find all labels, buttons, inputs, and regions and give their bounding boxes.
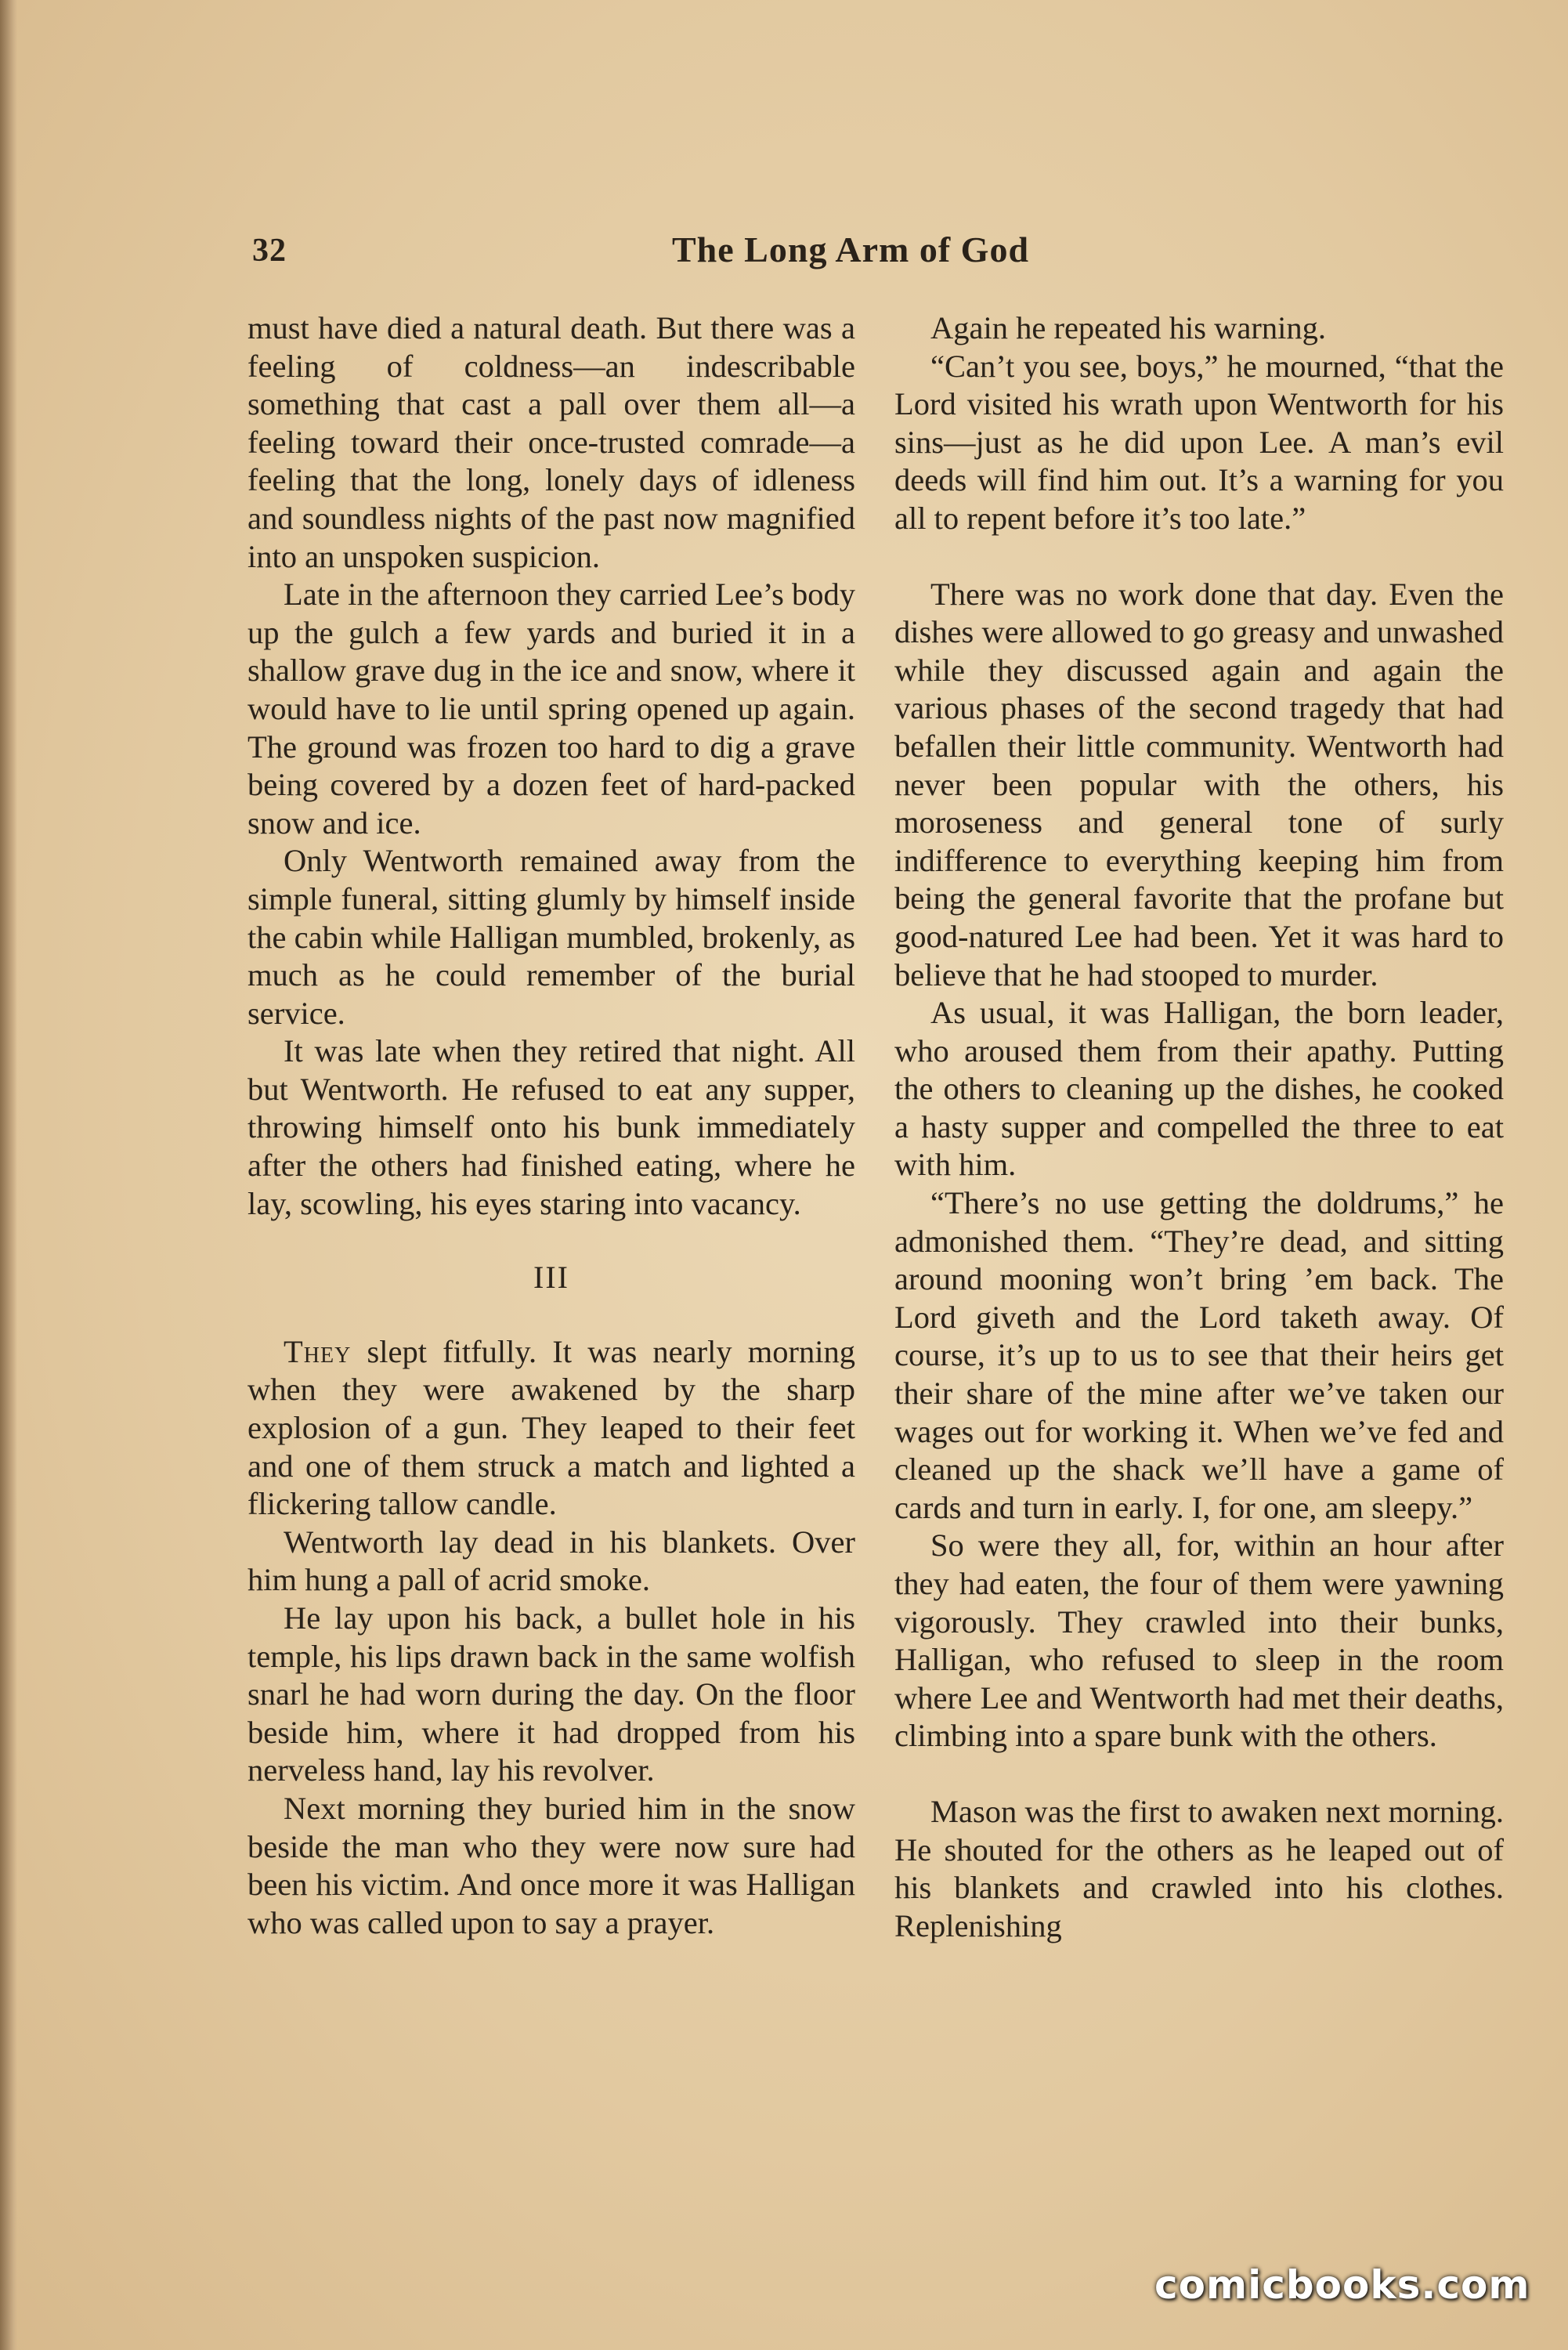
left-column xyxy=(247,309,855,1942)
paragraph: must have died a natural death. But there was a feeling of coldness—an indescribable something that cast a pall over them all—a feeling toward their once-trusted comrade—a feeling that the long, lonely days of idleness and soundless nights of the past now magnified into an unspoken suspicion. xyxy=(247,310,855,574)
lead-word: They xyxy=(284,1333,352,1369)
page-edge-shadow xyxy=(0,0,17,2350)
paragraph: Again he repeated his warning. xyxy=(930,310,1326,345)
paragraph: “There’s no use getting the doldrums,” he admonished them. “They’re dead, and sitting around mooning won’t bring ’em back. The Lord giveth and the Lord taketh away. Of course, it’s up to us to see that their heirs get their share of the mine after we’ve taken our wages out for working it. When we’ve fed and cleaned up the shack we’ll have a game of cards and turn in early. I, for one, am sleepy.” xyxy=(894,1185,1504,1525)
paragraph: Next morning they buried him in the snow beside the man who they were now sure had been his victim. And once more it was Halligan who was called upon to say a prayer. xyxy=(247,1790,855,1940)
running-title: The Long Arm of God xyxy=(672,230,1030,269)
paragraph: There was no work done that day. Even the dishes were allowed to go greasy and unwashed while they discussed again and again the various phases of the second tragedy that had befallen their little community. Wentworth had never been popular with the others, his moroseness and general tone of surly indifference to everything keeping him from being the general favorite that the profane but good-natured Lee had been. Yet it was hard to believe that he had stooped to murder. xyxy=(894,576,1504,992)
paragraph: Only Wentworth remained away from the simple funeral, sitting glumly by himself inside the cabin while Halligan mumbled, brokenly, as much as he could remember of the burial service. xyxy=(247,843,855,1031)
page-number: 32 xyxy=(252,233,287,269)
paragraph: He lay upon his back, a bullet hole in his temple, his lips drawn back in the same wolfish snarl he had worn during the day. On the floor beside him, where it had dropped from his nerveless hand, lay his revolver. xyxy=(247,1600,855,1788)
paragraph: It was late when they retired that night. All but Wentworth. He refused to eat any supper, throwing himself onto his bunk immediately after the others had finished eating, where he lay, scowling, his eyes staring into vacancy. xyxy=(247,1033,855,1221)
section-heading: III xyxy=(533,1260,569,1296)
paragraph: As usual, it was Halligan, the born leader, who aroused them from their apathy. Putting the others to cleaning up the dishes, he cooked a hasty supper and compelled the three to eat with him. xyxy=(894,995,1504,1183)
paragraph: Late in the afternoon they carried Lee’s body up the gulch a few yards and buried it in a shallow grave dug in the ice and snow, where it would have to lie until spring opened up again. The ground was frozen too hard to dig a grave being covered by a dozen feet of hard-packed snow and ice. xyxy=(247,577,855,841)
paragraph-text: slept fitfully. It was nearly morning when they were awakened by the sharp explosion of a gun. They leaped to their feet and one of them struck a match and lighted a flickering tallow candle. xyxy=(247,1333,855,1522)
right-column xyxy=(894,309,1504,1945)
paragraph xyxy=(247,1333,855,1524)
watermark-logo: comicbooks.com xyxy=(1154,2262,1530,2308)
paragraph: So were they all, for, within an hour after they had eaten, the four of them were yawning vigorously. They crawled into their bunks, Halligan, who refused to sleep in the room where Lee and Wentworth had met their deaths, climbing into a spare bunk with the others. xyxy=(894,1528,1504,1754)
paragraph: “Can’t you see, boys,” he mourned, “that the Lord visited his wrath upon Wentworth for his sins—just as he did upon Lee. A man’s evil deeds will find him out. It’s a warning for you all to repent before it’s too late.” xyxy=(894,348,1504,536)
paragraph: Wentworth lay dead in his blankets. Over him hung a pall of acrid smoke. xyxy=(247,1524,855,1598)
paragraph: Mason was the first to awaken next morning. He shouted for the others as he leaped out of his blankets and crawled into his clothes. Replenishing xyxy=(894,1793,1504,1943)
